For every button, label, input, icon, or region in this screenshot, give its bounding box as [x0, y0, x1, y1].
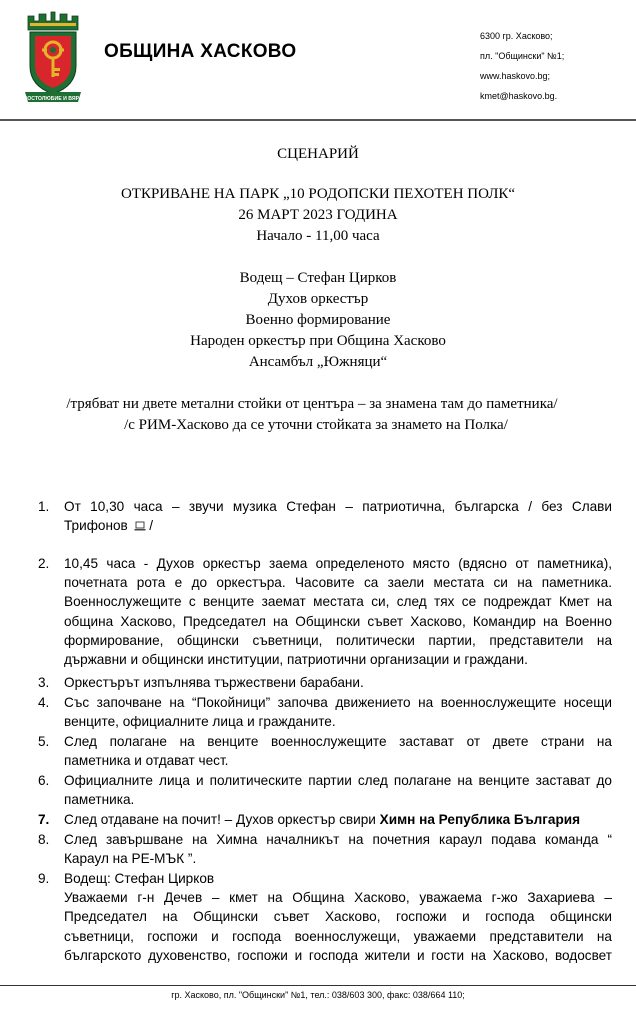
list-item-text: 10,45 часа - Духов оркестър заема определеното място (вдясно от паметника), [64, 556, 612, 571]
participant-military-unit: Военно формирование [245, 312, 391, 328]
list-item-text: Оркестърът изпълнява тържествени барабани. [64, 675, 364, 690]
footer-divider [0, 985, 636, 986]
list-item-text: формирование, общински съветници, политически партии, представители на [64, 632, 612, 648]
list-item-number: 2. [38, 556, 50, 571]
participant-ensemble: Ансамбъл „Южняци“ [248, 354, 388, 370]
list-item-text: Председател на Общински съвет Хасково, госпожи и господа общински [64, 909, 612, 925]
participant-host: Водещ – Стефан Цирков [239, 270, 397, 286]
list-item-text: паметника. [64, 792, 135, 808]
list-item-text: Водещ: Стефан Цирков [64, 871, 215, 886]
anthem-title: Химн на Република България [379, 812, 581, 827]
list-item-text: След полагане на венците военнослужещите застават от двете страни на [64, 734, 612, 749]
municipality-crest-icon [22, 10, 84, 106]
list-item-text: държавни и общински институции, патриотични организации и граждани. [64, 652, 528, 668]
event-date: 26 МАРТ 2023 ГОДИНА [238, 207, 398, 223]
contact-address: 6300 гр. Хасково; [480, 31, 553, 41]
list-item-text: Трифонов [64, 518, 128, 534]
contact-website[interactable]: www.haskovo.bg; [480, 71, 551, 81]
list-item-number: 9. [38, 871, 50, 886]
laptop-icon [134, 521, 146, 531]
participant-brass-band: Духов оркестър [267, 291, 369, 307]
list-item-number: 4. [38, 695, 50, 710]
contact-email[interactable]: kmet@haskovo.bg. [480, 91, 558, 101]
header-divider [0, 119, 636, 121]
contact-block [480, 26, 564, 106]
contact-square: пл. "Общински" №1; [480, 51, 565, 61]
list-item-number: 1. [38, 499, 50, 514]
footer-contacts: гр. Хасково, пл. "Общински" №1, тел.: 038/603 300, факс: 038/664 110; [171, 990, 465, 1000]
list-item-text: почетната рота е до оркестъра. Часовите са заели местата си на паметника. [64, 575, 612, 591]
list-item-number: 3. [38, 675, 50, 690]
list-item-number: 8. [38, 832, 50, 847]
list-item-number: 6. [38, 773, 50, 788]
list-item-text: община Хасково, Председател на Общински съвет Хасково, Командир на Военно [64, 613, 612, 629]
list-item-text: След завършване на Химна началникът на почетния караул подава команда “ [64, 832, 612, 847]
list-item-text: Със започване на “Покойници” започва движението на военнослужещите носещи [64, 695, 612, 710]
list-item-text: От 10,30 часа – звучи музика Стефан – патриотична, българска / без Слави [64, 499, 612, 514]
event-title: ОТКРИВАНЕ НА ПАРК „10 РОДОПСКИ ПЕХОТЕН ПОЛК“ [120, 186, 516, 202]
list-item-text: Караул на РЕ-МЪК ”. [64, 851, 197, 867]
document-type: СЦЕНАРИЙ [277, 146, 359, 162]
list-item-text: българското духовенство, госпожи и господа жители и гости на Хасково, водосвет [64, 947, 612, 963]
svg-text:ВОСТОЛЮБИЕ И ВЯРА: ВОСТОЛЮБИЕ И ВЯРА [23, 96, 83, 102]
list-item-text: съветници, госпожи и господа военнослужещи, уважаеми представители на [64, 928, 612, 944]
list-item-number: 5. [38, 734, 50, 749]
list-item-text: венците, официалните лица и гражданите. [64, 714, 336, 730]
list-item-text: Уважаеми г-н Дечев – кмет на Община Хасково, уважаема г-жо Захариева – [64, 890, 612, 906]
list-item-text: паметника и отдават чест. [64, 753, 229, 769]
organization-name: ОБЩИНА ХАСКОВО [104, 41, 297, 62]
note-flag-stands: /трябват ни двете метални стойки от центъра – за знамена там до паметника/ [66, 396, 558, 412]
participant-folk-orchestra: Народен оркестър при Община Хасково [190, 333, 446, 349]
list-item-text: Официалните лица и политическите партии след полагане на венците застават до [64, 773, 612, 788]
start-time: Начало - 11,00 часа [256, 228, 380, 244]
list-item-text: / [145, 518, 154, 534]
note-museum-stand: /с РИМ-Хасково да се уточни стойката за знамето на Полка/ [124, 417, 508, 433]
list-item-text: След отдаване на почит! – Духов оркестър свири [64, 812, 380, 827]
list-item-number: 7. [38, 812, 50, 827]
list-item-text: Военнослужещите с венците заемат местата си, след тях се подреждат Кмет на [64, 594, 612, 610]
